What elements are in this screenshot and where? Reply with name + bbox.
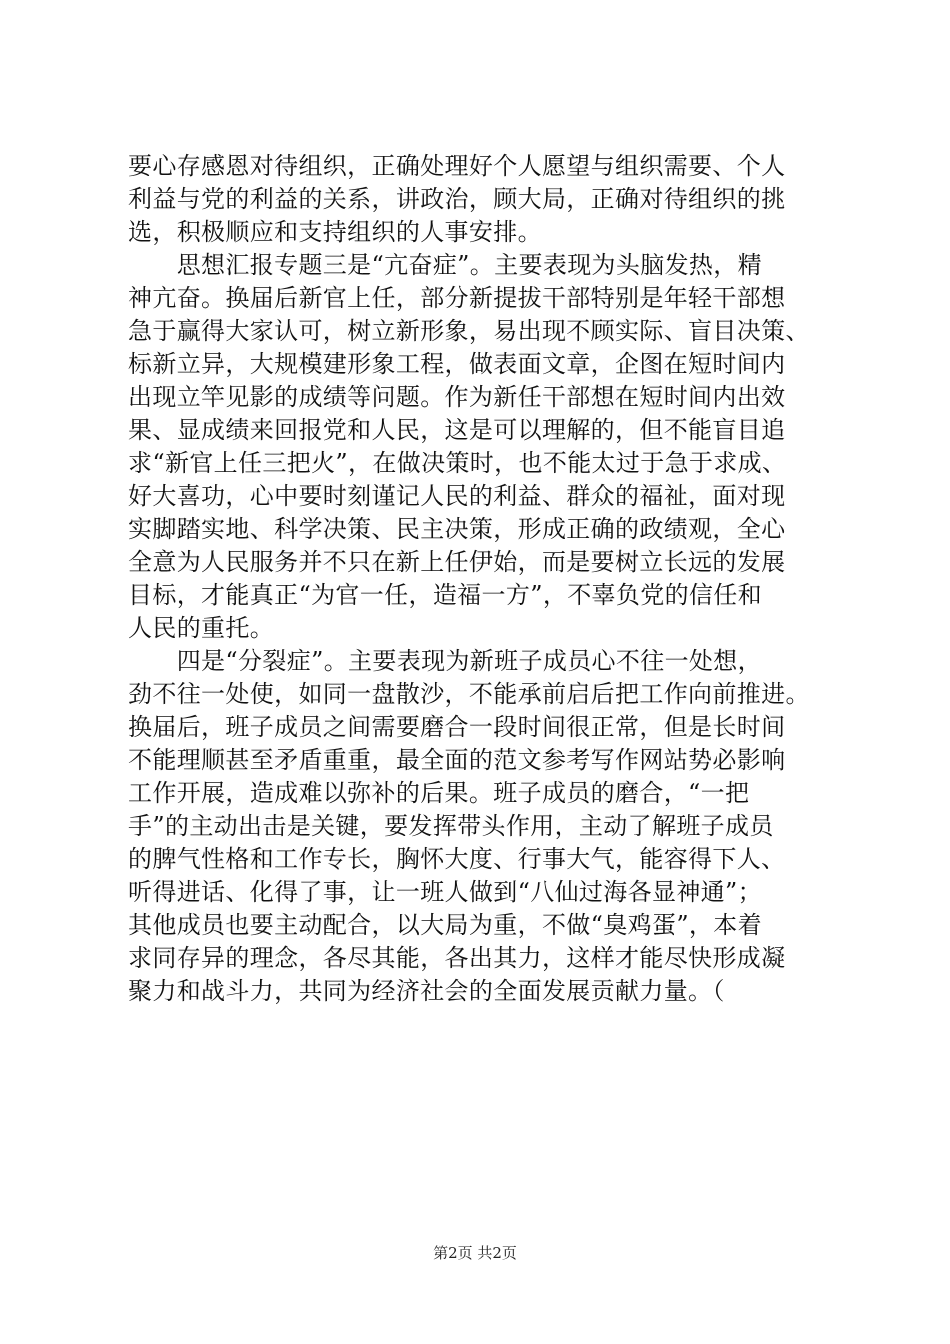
text-line: 不能理顺甚至矛盾重重，最全面的范文参考写作网站势必影响 xyxy=(128,746,786,774)
text-line: 求“新官上任三把火”，在做决策时，也不能太过于急于求成、 xyxy=(128,449,787,477)
text-line: 人民的重托。 xyxy=(128,614,275,642)
text-line: 选，积极顺应和支持组织的人事安排。 xyxy=(128,218,542,246)
text-line: 思想汇报专题三是“亢奋症”。主要表现为头脑发热，精 xyxy=(128,251,762,279)
text-line: 工作开展，造成难以弥补的后果。班子成员的磨合，“一把 xyxy=(128,779,750,807)
text-line: 四是“分裂症”。主要表现为新班子成员心不往一处想， xyxy=(128,647,762,675)
text-line: 好大喜功，心中要时刻谨记人民的利益、群众的福祉，面对现 xyxy=(128,482,786,510)
text-line: 利益与党的利益的关系，讲政治，顾大局，正确对待组织的挑 xyxy=(128,185,786,213)
text-line: 换届后，班子成员之间需要磨合一段时间很正常，但是长时间 xyxy=(128,713,786,741)
text-line: 听得进话、化得了事，让一班人做到“八仙过海各显神通”； xyxy=(128,878,762,906)
text-line: 神亢奋。换届后新官上任，部分新提拔干部特别是年轻干部想 xyxy=(128,284,786,312)
text-line: 聚力和战斗力，共同为经济社会的全面发展贡献力量。（ xyxy=(128,977,725,1005)
text-line: 要心存感恩对待组织，正确处理好个人愿望与组织需要、个人 xyxy=(128,152,786,180)
text-line: 出现立竿见影的成绩等问题。作为新任干部想在短时间内出效 xyxy=(128,383,786,411)
text-line: 全意为人民服务并不只在新上任伊始，而是要树立长远的发展 xyxy=(128,548,786,576)
text-line: 其他成员也要主动配合，以大局为重，不做“臭鸡蛋”，本着 xyxy=(128,911,762,939)
text-line: 的脾气性格和工作专长，胸怀大度、行事大气，能容得下人、 xyxy=(128,845,786,873)
text-line: 求同存异的理念，各尽其能，各出其力，这样才能尽快形成凝 xyxy=(128,944,786,972)
text-line: 标新立异，大规模建形象工程，做表面文章，企图在短时间内 xyxy=(128,350,786,378)
body-text xyxy=(128,150,840,1008)
text-line: 果、显成绩来回报党和人民，这是可以理解的，但不能盲目追 xyxy=(128,416,786,444)
text-line: 手”的主动出击是关键，要发挥带头作用，主动了解班子成员 xyxy=(128,812,774,840)
text-line: 实脚踏实地、科学决策、民主决策，形成正确的政绩观，全心 xyxy=(128,515,786,543)
text-line: 目标，才能真正“为官一任，造福一方”，不辜负党的信任和 xyxy=(128,581,762,609)
text-line: 劲不往一处使，如同一盘散沙，不能承前启后把工作向前推进。 xyxy=(128,680,810,708)
text-line: 急于赢得大家认可，树立新形象，易出现不顾实际、盲目决策、 xyxy=(128,317,810,345)
page-number-footer: 第2页 共2页 xyxy=(433,1244,517,1262)
